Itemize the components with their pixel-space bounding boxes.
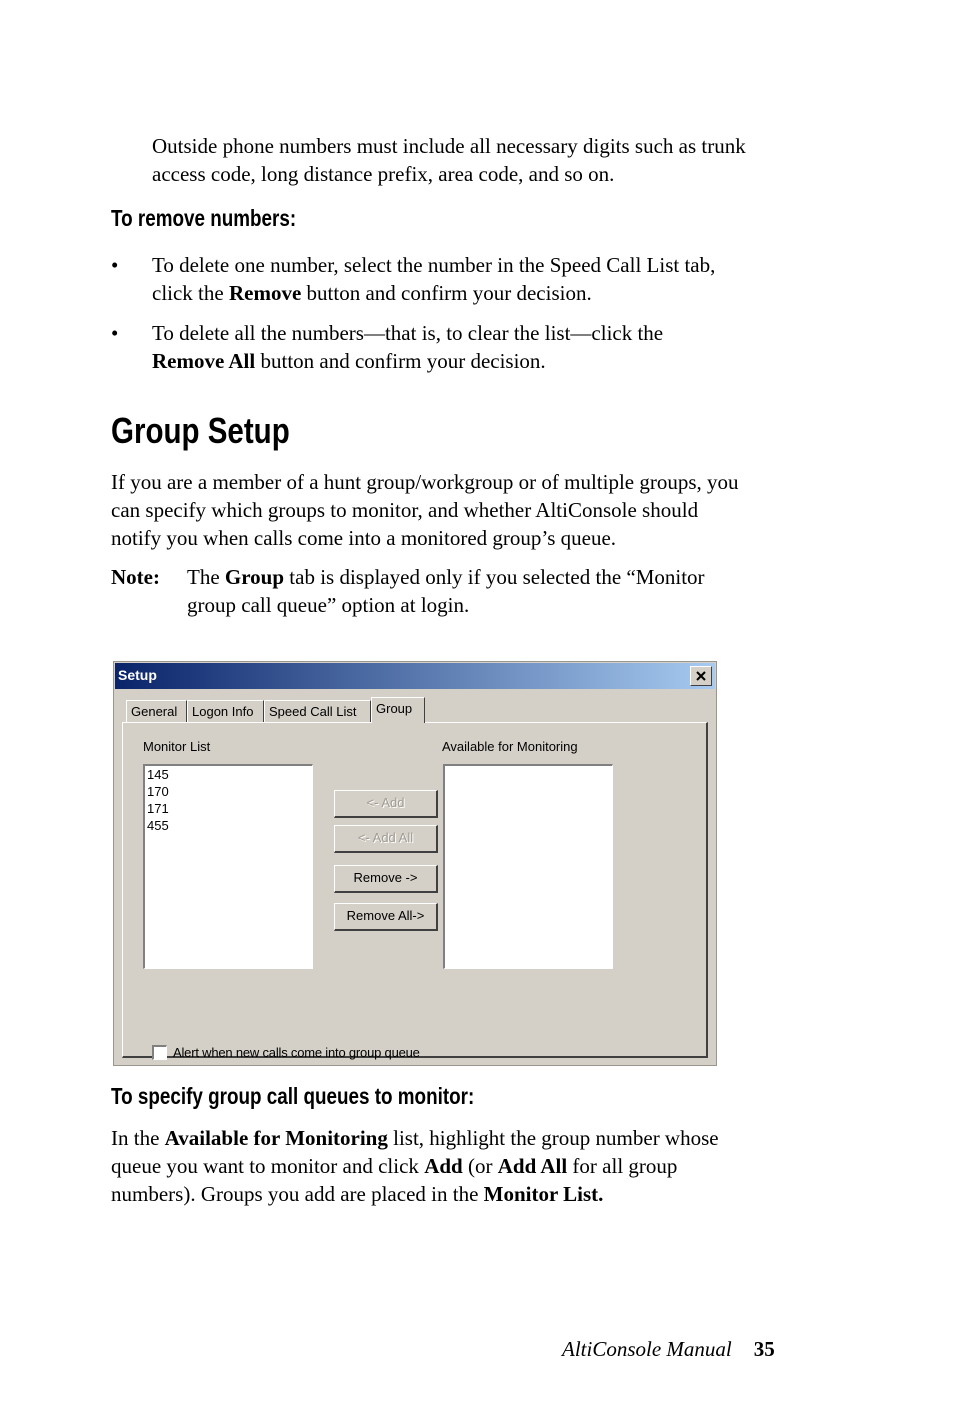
- text-run: click the: [152, 281, 229, 305]
- note-label: [111, 563, 160, 591]
- available-for-monitoring-list[interactable]: [443, 764, 613, 969]
- bullet-item-remove-all: [152, 319, 663, 375]
- group-tab-panel: [122, 722, 708, 1058]
- paragraph-line: [111, 1152, 719, 1180]
- intro-line: Outside phone numbers must include all necessary digits such as trunk: [152, 134, 746, 158]
- bullet-line: [152, 279, 715, 307]
- dialog-title: Setup: [118, 667, 157, 683]
- paragraph-line: If you are a member of a hunt group/workgroup or of multiple groups, you: [111, 470, 739, 494]
- note-line: group call queue” option at login.: [187, 593, 470, 617]
- bold-term: Add All: [497, 1154, 568, 1178]
- close-icon: [696, 671, 706, 681]
- text-run: queue you want to monitor and click: [111, 1154, 425, 1178]
- text-run: (or: [462, 1154, 498, 1178]
- setup-dialog: [113, 661, 717, 1066]
- close-button[interactable]: [690, 666, 712, 686]
- footer-manual-title: AltiConsole Manual: [562, 1337, 732, 1361]
- alert-checkbox[interactable]: [152, 1045, 167, 1060]
- text-run: for all group: [567, 1154, 678, 1178]
- bullet-marker: •: [111, 321, 119, 345]
- paragraph-line: notify you when calls come into a monitored group’s queue.: [111, 526, 617, 550]
- page-footer: [562, 1335, 775, 1363]
- list-item[interactable]: 171: [147, 801, 169, 816]
- tab-logon-info[interactable]: Logon Info: [187, 700, 264, 722]
- specify-queues-paragraph: [111, 1124, 719, 1208]
- bullet-line: [152, 347, 663, 375]
- text-run: In the: [111, 1126, 165, 1150]
- text-run: numbers). Groups you add are placed in the: [111, 1182, 484, 1206]
- intro-line: access code, long distance prefix, area code, and so on.: [152, 162, 615, 186]
- bullet-line: To delete all the numbers—that is, to clear the list—click the: [152, 321, 664, 345]
- note-text: [187, 563, 705, 619]
- bold-term: Add: [424, 1154, 463, 1178]
- paragraph-line: [111, 1124, 719, 1152]
- add-button[interactable]: <- Add: [334, 790, 438, 818]
- intro-paragraph: [152, 132, 746, 188]
- tab-group[interactable]: Group: [371, 697, 425, 723]
- remove-all-button[interactable]: Remove All->: [334, 903, 438, 931]
- add-all-button[interactable]: <- Add All: [334, 825, 438, 853]
- text-run: button and confirm your decision.: [301, 281, 592, 305]
- available-for-monitoring-label: Available for Monitoring: [442, 739, 578, 754]
- list-item[interactable]: 170: [147, 784, 169, 799]
- bold-term: Remove: [228, 281, 302, 305]
- group-setup-heading: Group Setup: [111, 410, 290, 451]
- remove-button[interactable]: Remove ->: [334, 865, 438, 893]
- tab-speed-call-list[interactable]: Speed Call List: [264, 700, 371, 722]
- note-label-text: Note:: [111, 565, 160, 589]
- text-run: tab is displayed only if you selected the “Monitor: [284, 565, 705, 589]
- bullet-item-remove: [152, 251, 715, 307]
- page-number: 35: [753, 1337, 775, 1361]
- note-line: [187, 563, 705, 591]
- alert-checkbox-label[interactable]: Alert when new calls come into group queue: [173, 1045, 420, 1060]
- specify-queues-heading: To specify group call queues to monitor:: [111, 1083, 475, 1109]
- monitor-list-label: Monitor List: [143, 739, 211, 754]
- text-run: The: [187, 565, 225, 589]
- text-run: button and confirm your decision.: [255, 349, 546, 373]
- paragraph-line: [111, 1180, 719, 1208]
- dialog-title-bar: [115, 663, 715, 689]
- bold-term: Available for Monitoring: [164, 1126, 388, 1150]
- group-setup-paragraph: [111, 468, 739, 552]
- paragraph-line: can specify which groups to monitor, and whether AltiConsole should: [111, 498, 699, 522]
- list-item[interactable]: 145: [147, 767, 169, 782]
- bullet-line: To delete one number, select the number in the Speed Call List tab,: [152, 253, 716, 277]
- bold-term: Group: [224, 565, 285, 589]
- remove-numbers-heading: To remove numbers:: [111, 205, 297, 231]
- bullet-marker: •: [111, 253, 119, 277]
- bold-term: Monitor List.: [483, 1182, 604, 1206]
- text-run: list, highlight the group number whose: [387, 1126, 719, 1150]
- list-item[interactable]: 455: [147, 818, 169, 833]
- monitor-list[interactable]: [143, 764, 313, 969]
- bold-term: Remove All: [152, 349, 256, 373]
- tab-general[interactable]: General: [126, 700, 187, 722]
